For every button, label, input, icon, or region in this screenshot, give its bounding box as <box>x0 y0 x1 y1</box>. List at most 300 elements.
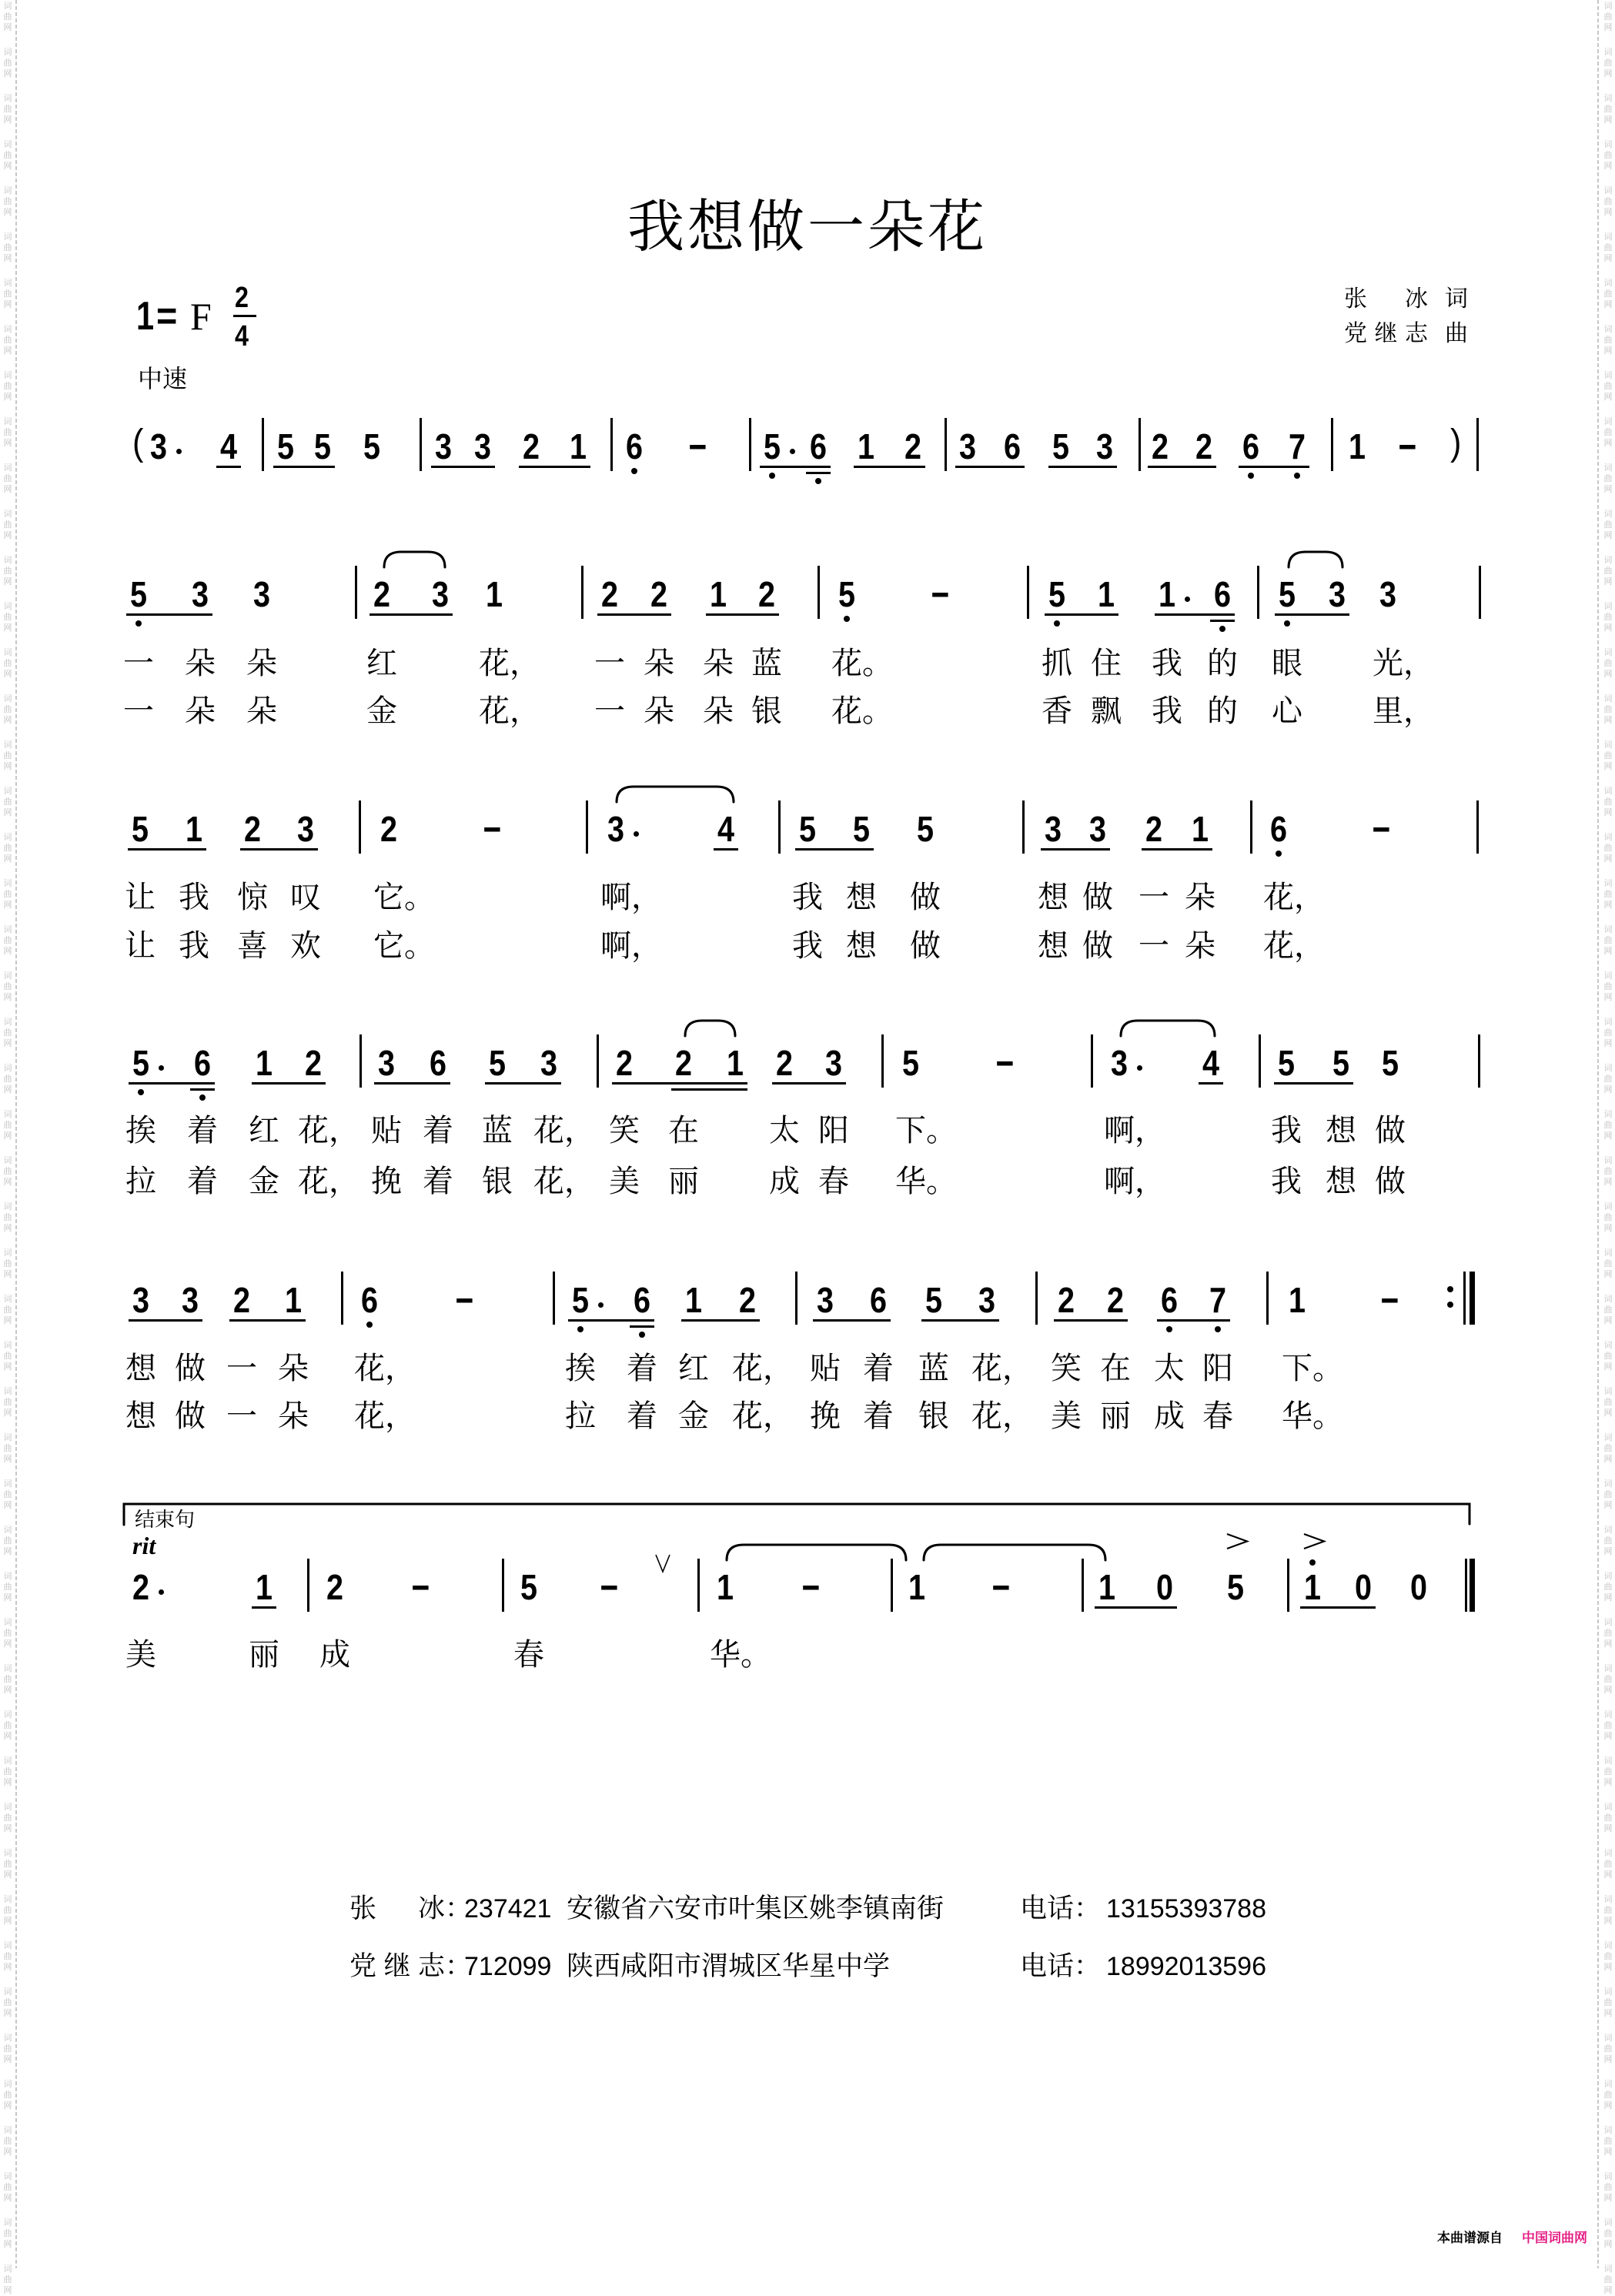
note-digit: 5 <box>1382 1042 1399 1083</box>
barline <box>355 566 357 619</box>
lyric-verse-1: 红 <box>678 1351 709 1386</box>
watermark-char: 网 <box>3 946 12 956</box>
augmentation-dot <box>159 1065 164 1071</box>
final-thick-barline <box>1470 1559 1475 1612</box>
lyric-verse-2: 它。 <box>373 928 435 964</box>
note-digit: 5 <box>1048 573 1066 614</box>
note-digit: 6 <box>1270 808 1288 849</box>
augmentation-dot <box>790 449 795 454</box>
watermark-char: 词 <box>3 1294 12 1304</box>
watermark-char: 网 <box>3 253 12 263</box>
barline <box>307 1559 309 1612</box>
watermark-char: 词 <box>3 1109 12 1119</box>
watermark-char: 曲 <box>1603 2182 1613 2192</box>
note-digit: 1 <box>1098 1566 1116 1607</box>
contact-phone-label: 电话： <box>1020 1893 1102 1924</box>
close-parenthesis: ) <box>1450 423 1462 463</box>
lyric-verse-2: 华。 <box>1282 1399 1343 1434</box>
slur-arc <box>1289 552 1342 567</box>
lyric-verse-1: 下。 <box>895 1113 957 1148</box>
watermark-char: 曲 <box>1603 889 1613 899</box>
low-octave-dot <box>199 1095 206 1101</box>
watermark-char: 网 <box>3 2285 12 2295</box>
augmentation-dot <box>634 831 639 837</box>
watermark-char: 曲 <box>3 242 12 252</box>
watermark-char: 词 <box>3 1571 12 1581</box>
watermark-char: 网 <box>1603 2054 1613 2064</box>
watermark-char: 网 <box>1603 207 1613 217</box>
watermark-char: 词 <box>3 1155 12 1165</box>
sustain-dash: - <box>801 1564 821 1605</box>
barline <box>1257 566 1259 619</box>
watermark-char: 网 <box>3 1916 12 1926</box>
lyric-verse-1: 蓝 <box>751 646 782 681</box>
watermark-char: 词 <box>3 93 12 103</box>
watermark-char: 曲 <box>1603 1628 1613 1638</box>
watermark-char: 网 <box>1603 438 1613 448</box>
watermark-char: 曲 <box>1603 381 1613 391</box>
lyric-verse-2: 拉 <box>565 1399 596 1434</box>
watermark-char: 网 <box>3 1823 12 1833</box>
watermark-char: 词 <box>1603 1386 1613 1396</box>
watermark-char: 曲 <box>3 935 12 945</box>
lyric-verse-2: 香 <box>1042 693 1072 729</box>
watermark-char: 词 <box>1603 1155 1613 1165</box>
watermark-char: 词 <box>1603 1894 1613 1904</box>
contact-address: 陕西咸阳市渭城区华星中学 <box>567 1951 891 1982</box>
duration-underline <box>568 1319 654 1322</box>
watermark-char: 网 <box>1603 1269 1613 1279</box>
lyric-verse-2: 里， <box>1373 693 1434 729</box>
watermark-char: 网 <box>3 669 12 679</box>
duration-underline <box>369 613 453 616</box>
augmentation-dot <box>1185 597 1190 602</box>
watermark-char: 曲 <box>3 473 12 483</box>
note-digit: 2 <box>132 1566 150 1607</box>
lyric-verse-1: 着 <box>863 1351 894 1386</box>
duration-underline <box>714 848 738 851</box>
duration-underline <box>1157 1319 1230 1322</box>
watermark-char: 曲 <box>3 1859 12 1869</box>
watermark-char: 词 <box>1603 47 1613 57</box>
watermark-char: 曲 <box>3 1813 12 1823</box>
duration-underline <box>129 1319 202 1322</box>
lyric-verse-1: 在 <box>1100 1351 1131 1386</box>
lyric-verse-1: 着 <box>423 1113 453 1148</box>
watermark-char: 曲 <box>1603 981 1613 991</box>
lyric-verse-1: 做 <box>910 880 941 915</box>
watermark-char: 曲 <box>3 750 12 760</box>
watermark-char: 网 <box>1603 1500 1613 1510</box>
note-digit: 2 <box>1107 1279 1125 1320</box>
watermark-char: 网 <box>3 392 12 402</box>
watermark-char: 网 <box>3 1362 12 1372</box>
lyric-verse-1: 春 <box>513 1637 544 1673</box>
watermark-char: 网 <box>3 1131 12 1141</box>
duration-underline <box>485 1082 561 1085</box>
watermark-char: 词 <box>1603 509 1613 519</box>
duration-underline <box>813 1319 891 1322</box>
note-digit: 6 <box>430 1042 447 1083</box>
lyric-verse-2: 一 <box>594 693 625 729</box>
watermark-char: 曲 <box>1603 104 1613 114</box>
watermark-char: 词 <box>3 1340 12 1350</box>
sustain-dash: - <box>454 1277 475 1318</box>
lyric-verse-1: 朵 <box>703 646 734 681</box>
watermark-char: 词 <box>3 1525 12 1535</box>
breath-mark <box>656 1555 670 1572</box>
watermark-char: 网 <box>3 530 12 540</box>
duration-underline <box>1199 1082 1223 1085</box>
lyric-verse-1: 花， <box>533 1113 595 1148</box>
watermark-char: 网 <box>3 1085 12 1095</box>
watermark-char: 曲 <box>1603 935 1613 945</box>
contact-name: 张冰 <box>349 1893 445 1924</box>
watermark-char: 曲 <box>1603 335 1613 345</box>
watermark-char: 曲 <box>3 150 12 160</box>
watermark-char: 曲 <box>3 1674 12 1684</box>
lyric-verse-2: 着 <box>187 1164 218 1199</box>
barline <box>697 1559 700 1612</box>
watermark-char: 曲 <box>3 843 12 853</box>
watermark-char: 网 <box>1603 346 1613 356</box>
lyric-verse-1: 挨 <box>125 1113 156 1148</box>
watermark-char: 词 <box>3 1617 12 1627</box>
repeat-end-thin-barline <box>1463 1272 1466 1325</box>
sustain-dash: - <box>687 423 708 464</box>
final-thin-barline <box>1465 1559 1467 1612</box>
duration-underline <box>795 848 874 851</box>
watermark-char: 网 <box>3 900 12 910</box>
watermark-char: 网 <box>3 1870 12 1880</box>
barline <box>749 418 751 471</box>
lyric-verse-1: 蓝 <box>482 1113 513 1148</box>
barline <box>1478 1034 1480 1088</box>
watermark-char: 网 <box>3 2008 12 2018</box>
repeat-end-thick-barline <box>1470 1272 1475 1325</box>
time-signature-numerator: 2 <box>235 282 249 314</box>
tie-arc <box>617 787 734 802</box>
note-digit: 3 <box>540 1042 558 1083</box>
watermark-char: 曲 <box>3 58 12 68</box>
duration-underline <box>671 1088 747 1091</box>
sustain-dash: - <box>599 1564 620 1605</box>
lyric-verse-2: 喜 <box>237 928 268 964</box>
lyric-verse-1: 惊 <box>237 880 268 915</box>
watermark-char: 词 <box>3 924 12 934</box>
watermark-char: 网 <box>3 299 12 309</box>
watermark-char: 网 <box>1603 299 1613 309</box>
watermark-char: 曲 <box>1603 612 1613 622</box>
watermark-char: 曲 <box>1603 196 1613 206</box>
watermark-char: 曲 <box>3 1120 12 1130</box>
lyric-verse-2: 一 <box>123 693 154 729</box>
contact-separator: ： <box>445 1893 473 1924</box>
duration-underline <box>273 466 335 468</box>
barline <box>359 1034 362 1088</box>
low-octave-dot <box>1284 620 1290 627</box>
watermark-char: 词 <box>3 509 12 519</box>
watermark-char: 网 <box>1603 1408 1613 1418</box>
lyric-verse-1: 美 <box>125 1637 156 1673</box>
accent-mark <box>1304 1534 1324 1549</box>
lyric-verse-1: 它。 <box>373 880 435 915</box>
watermark-char: 曲 <box>1603 242 1613 252</box>
watermark-char: 词 <box>3 2171 12 2181</box>
lyric-verse-1: 让 <box>125 880 155 915</box>
note-digit: 1 <box>1304 1566 1322 1607</box>
lyric-verse-2: 一 <box>1139 928 1169 964</box>
lyric-verse-2: 朵 <box>1185 928 1215 964</box>
note-digit: 2 <box>326 1566 344 1607</box>
duration-underline <box>1142 848 1212 851</box>
duration-underline <box>431 466 495 468</box>
watermark-char: 词 <box>1603 740 1613 750</box>
watermark-char: 曲 <box>1603 1305 1613 1315</box>
barline <box>881 1034 884 1088</box>
watermark-char: 词 <box>1603 1571 1613 1581</box>
tie-arc <box>1121 1021 1215 1036</box>
note-digit: 1 <box>1289 1279 1306 1320</box>
watermark-char: 词 <box>3 2264 12 2274</box>
watermark-char: 曲 <box>3 889 12 899</box>
watermark-char: 网 <box>1603 900 1613 910</box>
duration-underline <box>1275 613 1349 616</box>
lyric-verse-2: 做 <box>175 1399 206 1434</box>
watermark-char: 曲 <box>3 1351 12 1361</box>
note-digit: 3 <box>1111 1042 1128 1083</box>
barline <box>1331 418 1333 471</box>
watermark-char: 网 <box>1603 1823 1613 1833</box>
note-digit: 1 <box>685 1279 703 1320</box>
watermark-char: 曲 <box>3 1166 12 1176</box>
duration-underline <box>1054 1319 1128 1322</box>
note-digit: 1 <box>1349 426 1366 466</box>
watermark-char: 网 <box>3 2100 12 2111</box>
watermark-char: 词 <box>1603 1479 1613 1489</box>
note-digit: 1 <box>908 1566 926 1607</box>
lyric-verse-1: 一 <box>123 646 154 681</box>
low-octave-dot <box>135 620 142 627</box>
note-digit: 5 <box>1278 1042 1296 1083</box>
watermark-char: 曲 <box>3 1489 12 1499</box>
watermark-char: 曲 <box>3 1628 12 1638</box>
watermark-char: 网 <box>3 2193 12 2203</box>
watermark-char: 曲 <box>3 1443 12 1453</box>
lyric-verse-2: 华。 <box>895 1164 957 1199</box>
lyric-verse-1: 太 <box>769 1113 800 1148</box>
barline <box>581 566 583 619</box>
contact-address: 安徽省六安市叶集区姚李镇南街 <box>567 1893 945 1924</box>
note-digit: 5 <box>917 808 935 849</box>
augmentation-dot <box>1137 1065 1142 1071</box>
duration-underline <box>1148 466 1216 468</box>
rest-note: 0 <box>1355 1566 1373 1607</box>
barline <box>795 1272 797 1325</box>
watermark-char: 词 <box>3 1 12 11</box>
note-digit: 2 <box>233 1279 251 1320</box>
note-digit: 3 <box>253 573 271 614</box>
lyric-verse-1: 朵 <box>185 646 216 681</box>
watermark-char: 词 <box>1603 1848 1613 1858</box>
watermark-char: 词 <box>3 1802 12 1812</box>
note-digit: 6 <box>1214 573 1232 614</box>
lyric-verse-1: 在 <box>668 1113 699 1148</box>
barline <box>553 1272 555 1325</box>
watermark-char: 曲 <box>1603 1489 1613 1499</box>
source-site-link[interactable]: 中国词曲网 <box>1522 2231 1587 2246</box>
watermark-char: 词 <box>1603 2033 1613 2043</box>
note-digit: 1 <box>486 573 503 614</box>
watermark-char: 网 <box>3 346 12 356</box>
augmentation-dot <box>598 1302 604 1308</box>
note-digit: 2 <box>1195 426 1213 466</box>
watermark-char: 曲 <box>3 520 12 530</box>
note-digit: 4 <box>220 426 238 466</box>
duration-underline <box>229 1319 306 1322</box>
lyric-verse-2: 想 <box>1038 928 1068 964</box>
lyric-verse-2: 想 <box>1326 1164 1356 1199</box>
watermark-char: 曲 <box>3 2228 12 2238</box>
note-digit: 5 <box>925 1279 943 1320</box>
note-digit: 2 <box>1058 1279 1075 1320</box>
note-digit: 3 <box>825 1042 843 1083</box>
watermark-char: 网 <box>1603 946 1613 956</box>
lyric-verse-1: 朵 <box>1185 880 1215 915</box>
watermark-char: 曲 <box>1603 566 1613 576</box>
barline <box>1250 800 1252 854</box>
watermark-char: 网 <box>3 69 12 79</box>
duration-underline <box>681 1319 760 1322</box>
note-digit: 3 <box>150 426 168 466</box>
contact-phone: 18992013596 <box>1106 1952 1267 1981</box>
note-digit: 1 <box>710 573 727 614</box>
ending-label: 结束句 <box>135 1509 196 1532</box>
lyric-verse-2: 花， <box>533 1164 595 1199</box>
watermark-char: 词 <box>3 1386 12 1396</box>
barline <box>1259 1034 1261 1088</box>
note-digit: 1 <box>285 1279 303 1320</box>
lyric-verse-2: 着 <box>863 1399 894 1434</box>
lyric-verse-2: 欢 <box>290 928 321 964</box>
watermark-char: 词 <box>3 1940 12 1950</box>
watermark-char: 词 <box>1603 1201 1613 1211</box>
watermark-char: 曲 <box>1603 704 1613 714</box>
watermark-char: 网 <box>1603 761 1613 771</box>
watermark-char: 曲 <box>3 1397 12 1407</box>
lyric-verse-2: 朵 <box>185 693 216 729</box>
watermark-char: 网 <box>3 22 12 32</box>
watermark-char: 曲 <box>3 2090 12 2100</box>
duration-underline <box>1041 848 1110 851</box>
lyric-verse-2: 金 <box>249 1164 279 1199</box>
lyric-verse-1: 想 <box>1038 880 1068 915</box>
watermark-char: 网 <box>3 438 12 448</box>
lyric-verse-1: 着 <box>627 1351 657 1386</box>
lyric-verse-2: 的 <box>1207 693 1238 729</box>
lyric-verse-1: 花， <box>1263 880 1325 915</box>
duration-underline <box>128 848 206 851</box>
duration-underline <box>772 1082 846 1085</box>
watermark-char: 曲 <box>3 2182 12 2192</box>
lyric-verse-2: 啊， <box>600 928 662 964</box>
lyric-verse-2: 想 <box>125 1399 156 1434</box>
lyric-verse-2: 拉 <box>125 1164 156 1199</box>
watermark-char: 网 <box>1603 1454 1613 1464</box>
barline <box>262 418 264 471</box>
watermark-char: 曲 <box>1603 750 1613 760</box>
lyric-verse-1: 朵 <box>278 1351 309 1386</box>
lyric-verse-1: 啊， <box>1104 1113 1165 1148</box>
watermark-char: 词 <box>3 278 12 288</box>
note-digit: 1 <box>570 426 587 466</box>
watermark-char: 词 <box>3 740 12 750</box>
watermark-char: 词 <box>3 786 12 796</box>
watermark-char: 词 <box>3 971 12 981</box>
note-digit: 2 <box>758 573 776 614</box>
note-digit: 3 <box>978 1279 996 1320</box>
lyric-verse-2: 银 <box>751 693 782 729</box>
low-octave-dot <box>815 478 821 484</box>
sustain-dash: - <box>930 571 951 612</box>
note-digit: 3 <box>378 1042 396 1083</box>
note-digit: 5 <box>130 573 148 614</box>
watermark-char: 曲 <box>3 1305 12 1315</box>
watermark-char: 曲 <box>3 2044 12 2054</box>
lyric-verse-1: 住 <box>1091 646 1122 681</box>
song-title: 我想做一朵花 <box>627 194 988 260</box>
watermark-char: 网 <box>1603 1038 1613 1048</box>
watermark-char: 曲 <box>3 658 12 668</box>
watermark-char: 曲 <box>3 1536 12 1546</box>
barline <box>597 1034 599 1088</box>
watermark-char: 网 <box>1603 577 1613 587</box>
lyric-verse-2: 着 <box>627 1399 657 1434</box>
note-digit: 1 <box>858 426 875 466</box>
watermark-char: 网 <box>3 761 12 771</box>
watermark-char: 网 <box>1603 1592 1613 1603</box>
watermark-char: 曲 <box>3 1582 12 1592</box>
barline <box>1266 1272 1269 1325</box>
watermark-char: 词 <box>1603 2171 1613 2181</box>
key-degree: 1 <box>136 294 155 339</box>
note-digit: 5 <box>902 1042 920 1083</box>
lyric-verse-2: 让 <box>125 928 155 964</box>
note-digit: 6 <box>634 1279 651 1320</box>
barline <box>1035 1272 1038 1325</box>
lyric-verse-2: 银 <box>482 1164 513 1199</box>
watermark-char: 曲 <box>3 1951 12 1961</box>
lyric-verse-2: 春 <box>818 1164 849 1199</box>
low-octave-dot <box>631 468 637 474</box>
key-equals-sign: = <box>156 294 178 339</box>
note-digit: 6 <box>1004 426 1021 466</box>
watermark-char: 词 <box>3 47 12 57</box>
sustain-dash: - <box>1397 423 1418 464</box>
watermark-char: 词 <box>3 601 12 611</box>
lyric-verse-2: 做 <box>910 928 941 964</box>
watermark-char: 网 <box>3 1731 12 1741</box>
watermark-char: 曲 <box>3 1997 12 2007</box>
note-digit: 5 <box>838 573 856 614</box>
note-digit: 2 <box>523 426 540 466</box>
watermark-char: 网 <box>1603 2285 1613 2295</box>
watermark-char: 曲 <box>1603 1859 1613 1869</box>
note-digit: 3 <box>435 426 453 466</box>
duration-underline <box>854 466 925 468</box>
watermark-char: 网 <box>3 992 12 1002</box>
composer-name: 党继志 <box>1344 320 1428 347</box>
